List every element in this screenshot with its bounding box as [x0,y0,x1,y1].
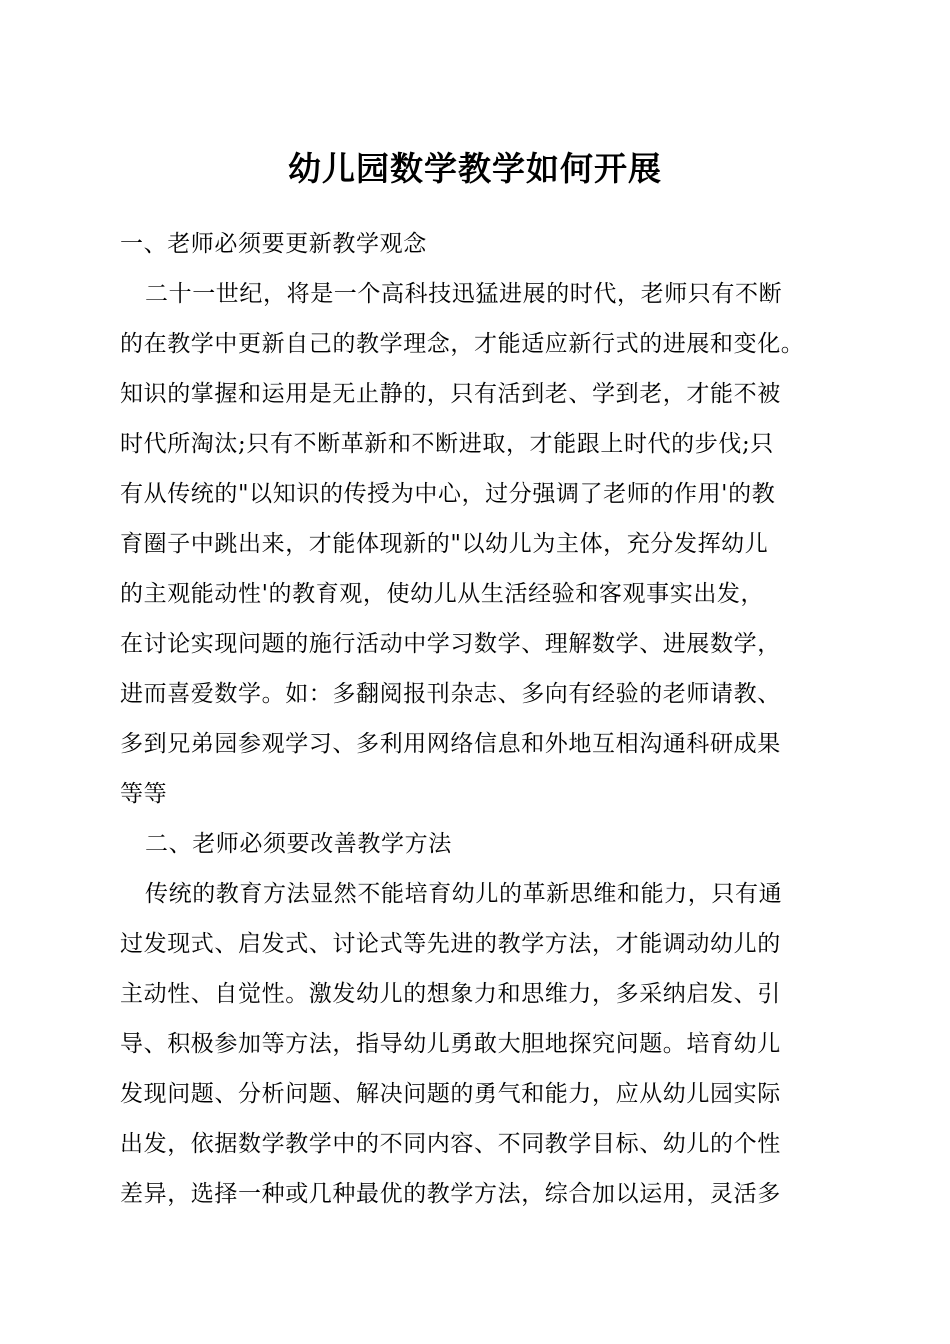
paragraph-line: 在讨论实现问题的施行活动中学习数学、理解数学、进展数学， [120,631,781,657]
paragraph-line: 有从传统的"以知识的传授为中心，过分强调了老师的作用'的教 [120,481,776,507]
paragraph-line: 育圈子中跳出来，才能体现新的"以幼儿为主体，充分发挥幼儿 [120,531,769,557]
paragraph-line: 二十一世纪，将是一个高科技迅猛进展的时代，老师只有不断 [145,281,783,307]
paragraph-line: 知识的掌握和运用是无止静的，只有活到老、学到老，才能不被 [120,381,781,407]
document-title: 幼儿园数学教学如何开展 [288,149,662,188]
section2-heading: 二、老师必须要改善教学方法 [145,831,452,857]
paragraph-line: 进而喜爱数学。如：多翻阅报刊杂志、多向有经验的老师请教、 [120,681,781,707]
paragraph-line: 的主观能动性'的教育观，使幼儿从生活经验和客观事实出发， [120,581,765,607]
paragraph-line: 传统的教育方法显然不能培育幼儿的革新思维和能力，只有通 [145,881,783,907]
paragraph-line: 多到兄弟园参观学习、多利用网络信息和外地互相沟通科研成果 [120,731,781,757]
paragraph-line: 导、积极参加等方法，指导幼儿勇敢大胆地探究问题。培育幼儿 [120,1031,781,1057]
paragraph-line: 主动性、自觉性。激发幼儿的想象力和思维力，多采纳启发、引 [120,981,781,1007]
paragraph-line: 过发现式、启发式、讨论式等先进的教学方法，才能调动幼儿的 [120,931,781,957]
paragraph-line: 时代所淘汰;只有不断革新和不断进取，才能跟上时代的步伐;只 [120,431,774,457]
paragraph-line: 等等 [120,781,168,807]
paragraph-line: 出发，依据数学教学中的不同内容、不同教学目标、幼儿的个性 [120,1131,781,1157]
paragraph-line: 的在教学中更新自己的教学理念，才能适应新行式的进展和变化。 [120,331,805,357]
paragraph-line: 发现问题、分析问题、解决问题的勇气和能力，应从幼儿园实际 [120,1081,781,1107]
section1-heading: 一、老师必须要更新教学观念 [120,231,427,257]
paragraph-line: 差异，选择一种或几种最优的教学方法，综合加以运用，灵活多 [120,1181,781,1207]
